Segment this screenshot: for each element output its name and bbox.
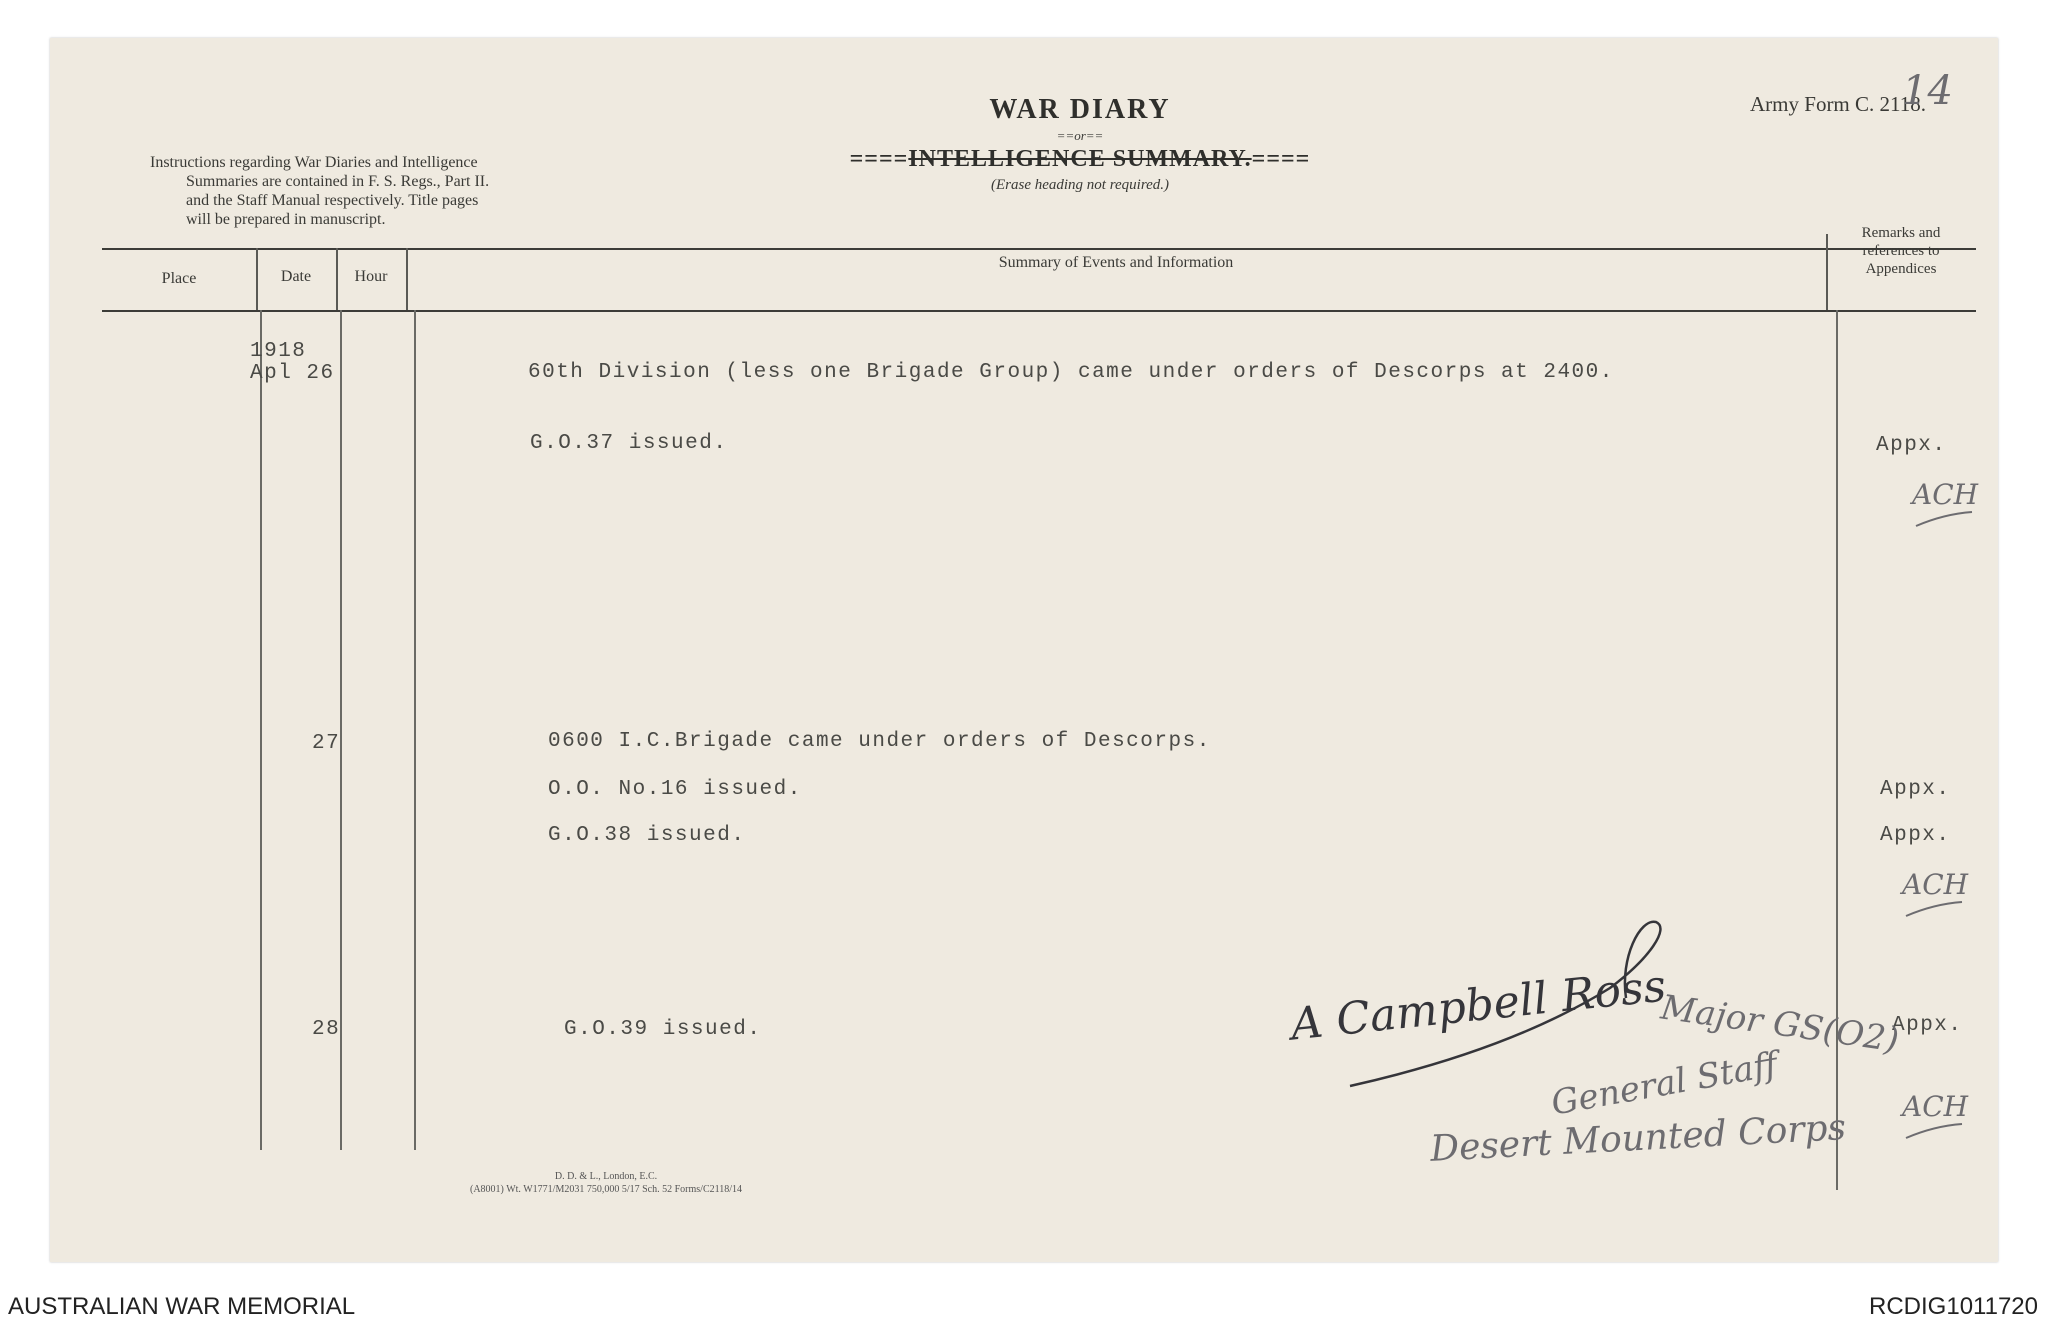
initials-underline: [1906, 1124, 1966, 1144]
remark-initials: ACH: [1912, 478, 1979, 511]
printer-line: D. D. & L., London, E.C.: [554, 1171, 658, 1182]
entry-text: G.O.37 issued.: [530, 432, 728, 455]
entry-year: 1918: [250, 340, 307, 363]
instruction-line: and the Staff Manual respectively. Title pages: [186, 192, 479, 209]
archive-caption-left: AUSTRALIAN WAR MEMORIAL: [8, 1293, 356, 1320]
entry-text: O.O. No.16 issued.: [548, 778, 802, 801]
entry-text: G.O.38 issued.: [548, 824, 746, 847]
remarks-head-line: references to: [1862, 243, 1940, 259]
table-top-rule: [102, 248, 1976, 250]
column-rule: [1836, 310, 1838, 1190]
title-block: [730, 94, 1430, 194]
initials-underline: [1916, 512, 1976, 532]
subtitle-text: INTELLIGENCE SUMMARY.: [908, 146, 1252, 172]
printer-imprint: [470, 1170, 742, 1196]
column-rule: [1826, 234, 1828, 310]
column-rule: [406, 248, 408, 310]
column-header-remarks: [1826, 224, 1976, 278]
instruction-line: Summaries are contained in F. S. Regs., Part II.: [186, 173, 490, 190]
column-rule: [414, 310, 416, 1150]
instructions: [150, 153, 630, 229]
column-rule: [336, 248, 338, 310]
form-number: Army Form C. 2118.: [1750, 92, 1926, 116]
remark-appx: Appx.: [1880, 824, 1951, 847]
column-header-hour: Hour: [354, 268, 388, 285]
erase-note: (Erase heading not required.): [990, 177, 1170, 193]
remark-appx: Appx.: [1892, 1014, 1963, 1037]
remark-appx: Appx.: [1880, 778, 1951, 801]
remarks-head-line: Appendices: [1865, 261, 1937, 277]
column-rule: [256, 248, 258, 310]
entry-text: 60th Division (less one Brigade Group) came under orders of Descorps at 2400.: [528, 361, 1614, 384]
instruction-line: Instructions regarding War Diaries and Intelligence: [150, 154, 478, 171]
initials-underline: [1906, 902, 1966, 922]
printer-line: (A8001) Wt. W1771/M2031 750,000 5/17 Sch. 52 Forms/C2118/14: [470, 1184, 743, 1195]
entry-text: 0600 I.C.Brigade came under orders of Descorps.: [548, 730, 1211, 753]
column-header-date: Date: [280, 268, 312, 285]
archive-caption-right: RCDIG1011720: [1869, 1293, 2038, 1320]
diary-page: [50, 38, 1998, 1262]
remark-appx: Appx.: [1876, 434, 1947, 457]
diary-subtitle: ====INTELLIGENCE SUMMARY.====: [849, 146, 1311, 172]
signature-staff: General Staff: [1548, 1044, 1781, 1124]
entry-date: 27: [312, 732, 341, 755]
column-rule: [340, 310, 342, 1150]
signature-rank: Major GS(O2): [1658, 987, 1902, 1061]
instruction-line: will be prepared in manuscript.: [186, 211, 386, 228]
column-header-place: Place: [161, 270, 197, 287]
entry-date: 28: [312, 1018, 341, 1041]
header-bottom-rule: [102, 310, 1976, 312]
page-number: 14: [1902, 68, 1953, 114]
or-separator: ==or==: [1056, 128, 1104, 143]
or-word: or: [1074, 128, 1086, 143]
entry-text: G.O.39 issued.: [564, 1018, 762, 1041]
remark-initials: ACH: [1902, 1090, 1969, 1123]
diary-title: WAR DIARY: [989, 94, 1171, 125]
signature-corps: Desert Mounted Corps: [1429, 1107, 1847, 1170]
column-header-summary: Summary of Events and Information: [998, 254, 1234, 271]
column-rule: [260, 310, 262, 1150]
remarks-head-line: Remarks and: [1861, 225, 1941, 241]
remark-initials: ACH: [1902, 868, 1969, 901]
entry-date: Apl 26: [250, 362, 335, 385]
signature-name: A Campbell Ross: [1288, 960, 1669, 1051]
